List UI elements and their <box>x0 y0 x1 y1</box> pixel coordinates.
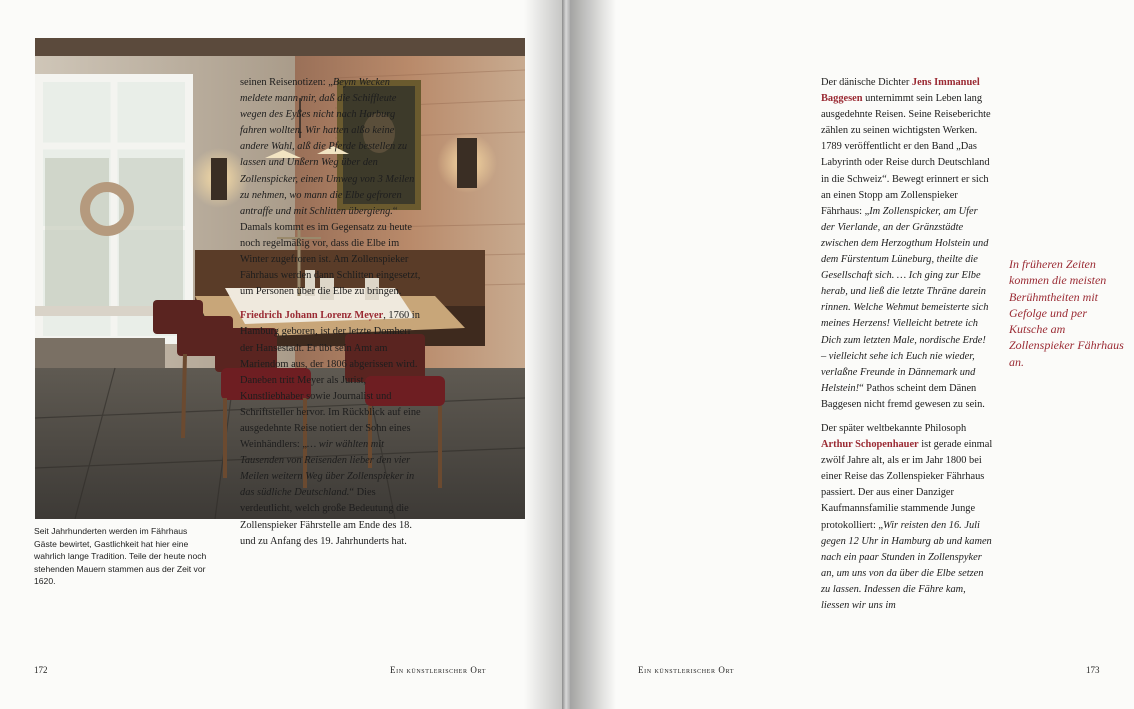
caption-text: Seit Jahrhunderten werden im Fährhaus Gäste bewirtet, Gastlichkeit hat hier eine wahrlich lange Tradition. Teile der heute noch stehenden Mauern stammen aus der Zeit vor 1620. <box>34 526 207 587</box>
name-baggesen: Jens Immanuel Baggesen <box>821 77 980 105</box>
running-head-right: Ein künstlerischer Ort <box>638 665 735 675</box>
left-page <box>0 0 564 709</box>
paragraph-baggesen: Der dänische Dichter Jens Immanuel Baggesen unternimmt sein Leben lang ausgedehnte Reisen. Seine Reiseberichte zählen zu seinen wichtigsten Werken. 1789 veröffentlicht er den Band „Das Labyrinth oder Reise durch Deutschland in die Schweiz“. Bewegt erinnert er sich an einen Stopp am Zollenspieker Fährhaus: „Im Zollenspicker, am Ufer der Vierlande, an der Gränzstädte zwischen dem Herzogthum Holstein und dem Fürstentum Lüneburg, theilte die Gesellschaft sich. … Ich ging zur Elbe herab, und ließ die letzte Thräne darein rinnen. Welche Wehmut bemeisterte sich meines Herzens! Vielleicht betrete ich Dich zum letzten Male, nordische Erde! – vielleicht sehe ich Euch nie wieder, verlaßne Freunde in Dännemark und Helstein!“ Pathos scheint dem Dänen Baggesen nicht fremd gewesen zu sein. <box>821 77 991 410</box>
pull-quote <box>1009 256 1127 370</box>
page-number-right: 173 <box>1086 665 1100 675</box>
pull-quote-text: In früheren Zeiten kommen die meisten Berühmtheiten mit Gefolge und per Kutsche am Zollenspieker Fährhaus an. <box>1009 257 1124 369</box>
text-column-1 <box>240 75 424 558</box>
paragraph-schopenhauer: Der später weltbekannte Philosoph Arthur Schopenhauer ist gerade einmal zwölf Jahre alt, als er im Jahr 1800 bei einer Reise das Zollenspieker Fährhaus passiert. Der aus einer Danziger Kaufmannsfamilie stammende Junge protokolliert: „Wir reisten den 16. Juli gegen 12 Uhr in Hamburg ab und kamen nach ein paar Stunden in Zollenspyker an, um uns von da über die Elbe setzen zu lassen. Indessen die Fähre kam, liessen wir uns im <box>821 422 993 611</box>
page-number-left: 172 <box>34 665 48 675</box>
paragraph-2: Friedrich Johann Lorenz Meyer, 1760 in Hamburg geboren, ist der letzte Domherr der Hansestadt. Er übt sein Amt am Mariendom aus, der 1806 abgerissen wird. Daneben tritt Meyer als Jurist, Kunstliebhaber sowie Journalist und Schriftsteller hervor. Im Rückblick auf eine ausgedehnte Reise notiert der Sohn eines Weinhändlers: „… wir wählten mit Tausenden von Reisenden lieber den vier Meilen weitern Weg über Zollenspieker in das südliche Deutschland.“ Dies verdeutlicht, welch große Bedeutung die Zollenspieker Fährstelle am Ende des 18. und zu Anfang des 19. Jahrhunderts hat. <box>240 310 421 547</box>
name-schopenhauer: Arthur Schopenhauer <box>821 439 919 451</box>
name-meyer: Friedrich Johann Lorenz Meyer <box>240 310 384 322</box>
gutter-shadow-right <box>570 0 616 709</box>
running-head-left: Ein künstlerischer Ort <box>390 665 487 675</box>
paragraph-1: seinen Reisenotizen: „Beym Wecken meldete mann mir, daß die Schiffleute wegen des Eyßes nicht nach Harburg fahren wollten. Wir hatten alßo keine andere Wahl, alß die Pferde bestellen zu lassen und Unßern Weg über den Zollenspicker, einen Umweg von 3 Meilen zu nehmen, wo mann die Elbe gefroren antraffe und mit Schlitten übergieng.“ Damals kommt es im Gegensatz zu heute noch regelmäßig vor, dass die Elbe im Winter zugefroren ist. Am Zollenspieker Fährhaus werden dann Schlitten eingesetzt, um Personen über die Elbe zu bringen. <box>240 77 421 298</box>
gutter-shadow-left <box>524 0 564 709</box>
text-column-2 <box>821 75 993 622</box>
photo-caption <box>34 525 209 588</box>
